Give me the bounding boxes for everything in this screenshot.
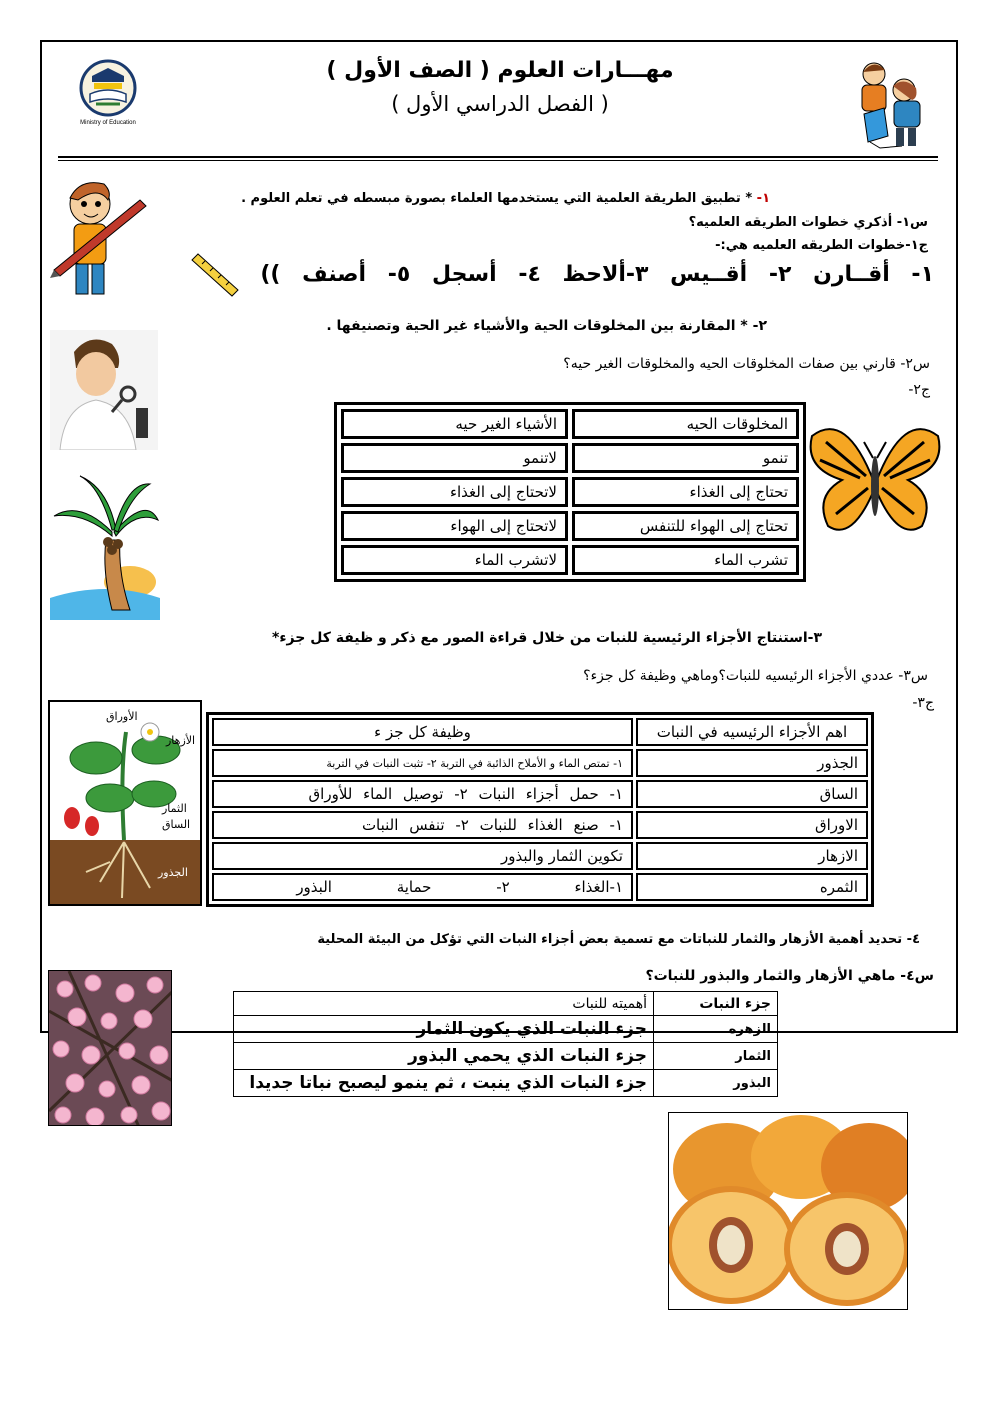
page-subtitle: ( الفصل الدراسي الأول ) (391, 92, 609, 116)
section3-question: س٣- عددي الأجزاء الرئيسيه للنبات؟وماهي وظيفة كل جزء؟ (583, 668, 928, 684)
section4-heading: ٤- تحديد أهمية الأزهار والثمار للنباتات مع تسمية بعض أجزاء النبات التي تؤكل من البيئة المحلية (317, 932, 920, 947)
table-cell: ١- حمل أجزاء النبات ٢- توصيل الماء للأوراق (212, 780, 633, 808)
table-cell: تشرب الماء (572, 545, 799, 575)
table-cell: الساق (636, 780, 868, 808)
plant-parts-table (206, 712, 874, 907)
table-header-cell: جزء النبات (654, 992, 778, 1016)
table-row (234, 1070, 778, 1097)
section2-question: س٢- قارني بين صفات المخلوقات الحيه والمخلوقات الغير حيه؟ (563, 356, 930, 372)
table-header-cell: أهميته للنبات (234, 992, 654, 1016)
plant-label-fruits: الثمار (162, 802, 187, 815)
table-cell: ١-الغذاء ٢- حماية البذور (212, 873, 633, 901)
section4-question: س٤- ماهي الأزهار والثمار والبذور للنبات؟ (645, 968, 934, 984)
plant-label-roots: الجذور (158, 866, 188, 879)
table-cell: جزء النبات الذي يكون الثمار (234, 1016, 654, 1043)
peaches-icon (668, 1112, 908, 1310)
header-divider (58, 156, 938, 158)
boy-with-magnifier-icon (50, 330, 158, 450)
table-header-row (341, 409, 799, 439)
section1-steps: ١- أقــارن ٢- أقــيس ٣-ألاحظ ٤- أسجل ٥- أصنف )) (260, 262, 934, 287)
table-cell: الازهار (636, 842, 868, 870)
logo-caption: Ministry of Education (80, 120, 136, 126)
table-cell: البذور (654, 1070, 778, 1097)
table-cell: تنمو (572, 443, 799, 473)
section1-answer-intro: ج١-خطوات الطريقه العلميه هي:- (715, 238, 928, 253)
table-cell: تحتاج إلى الهواء للتنفس (572, 511, 799, 541)
table-cell: الثمره (636, 873, 868, 901)
palm-tree-icon (50, 470, 160, 620)
living-nonliving-table (334, 402, 806, 582)
table-cell: جزء النبات الذي يحمي البذور (234, 1043, 654, 1070)
table-header-cell: وظيفة كل جز ء (212, 718, 633, 746)
table-cell: الزهره (654, 1016, 778, 1043)
table-row (212, 749, 868, 777)
table-cell: ١- صنع الغذاء للنبات ٢- تنفس النبات (212, 811, 633, 839)
table-cell: ١- تمتص الماء و الأملاح الذائبة في التربة ٢- تثبت النبات في التربة (212, 749, 633, 777)
header-divider-thin (58, 160, 938, 161)
table-header-cell: المخلوقات الحيه (572, 409, 799, 439)
table-header-row (212, 718, 868, 746)
blossoms-icon (48, 970, 172, 1126)
table-cell: الثمار (654, 1043, 778, 1070)
table-cell: تكوين الثمار والبذور (212, 842, 633, 870)
section2-answer-label: ج٢- (908, 382, 930, 398)
section1-question: س١- أذكري خطوات الطريقه العلميه؟ (688, 215, 928, 230)
table-row (341, 511, 799, 541)
table-cell: لاتشرب الماء (341, 545, 568, 575)
table-header-cell: الأشياء الغير حيه (341, 409, 568, 439)
flowers-fruits-table (233, 991, 778, 1097)
ruler-icon (190, 252, 240, 298)
table-header-row (234, 992, 778, 1016)
ministry-logo-icon (70, 56, 146, 132)
section2-heading: ٢- * المقارنة بين المخلوقات الحية والأشياء غير الحية وتصنيفها . (326, 318, 767, 334)
table-cell: لاتنمو (341, 443, 568, 473)
section1-heading (241, 191, 770, 206)
section3-heading: ٣-استنتاج الأجزاء الرئيسية للنبات من خلال قراءة الصور مع ذكر و ظيفة كل جزء* (272, 630, 822, 646)
table-cell: لاتحتاج إلى الغذاء (341, 477, 568, 507)
children-reading-icon (850, 56, 930, 152)
table-row (341, 443, 799, 473)
table-row (212, 780, 868, 808)
table-cell: لاتحتاج إلى الهواء (341, 511, 568, 541)
table-row (341, 545, 799, 575)
table-cell: جزء النبات الذي ينبت ، ثم ينمو ليصبح نباتا جديدا (234, 1070, 654, 1097)
table-header-cell: اهم الأجزاء الرئيسيه في النبات (636, 718, 868, 746)
table-row (234, 1043, 778, 1070)
plant-label-flowers: الأزهار (166, 734, 196, 747)
butterfly-icon (806, 416, 944, 548)
plant-label-stem: الساق (162, 818, 191, 831)
table-cell: الجذور (636, 749, 868, 777)
section1-number: ١- (756, 191, 770, 206)
table-row (212, 811, 868, 839)
plant-parts-icon (48, 700, 202, 906)
page-title: مهـــارات العلوم ( الصف الأول ) (326, 58, 674, 83)
table-row (234, 1016, 778, 1043)
table-row (212, 873, 868, 901)
section1-heading-text: * تطبيق الطريقة العلمية التي يستخدمها العلماء بصورة مبسطه في تعلم العلوم . (241, 191, 753, 206)
plant-label-leaves: الأوراق (106, 710, 138, 723)
table-row (212, 842, 868, 870)
boy-with-pencil-icon (48, 170, 148, 310)
section3-answer-label: ج٣- (912, 695, 934, 711)
table-cell: تحتاج إلى الغذاء (572, 477, 799, 507)
table-cell: الاوراق (636, 811, 868, 839)
table-row (341, 477, 799, 507)
